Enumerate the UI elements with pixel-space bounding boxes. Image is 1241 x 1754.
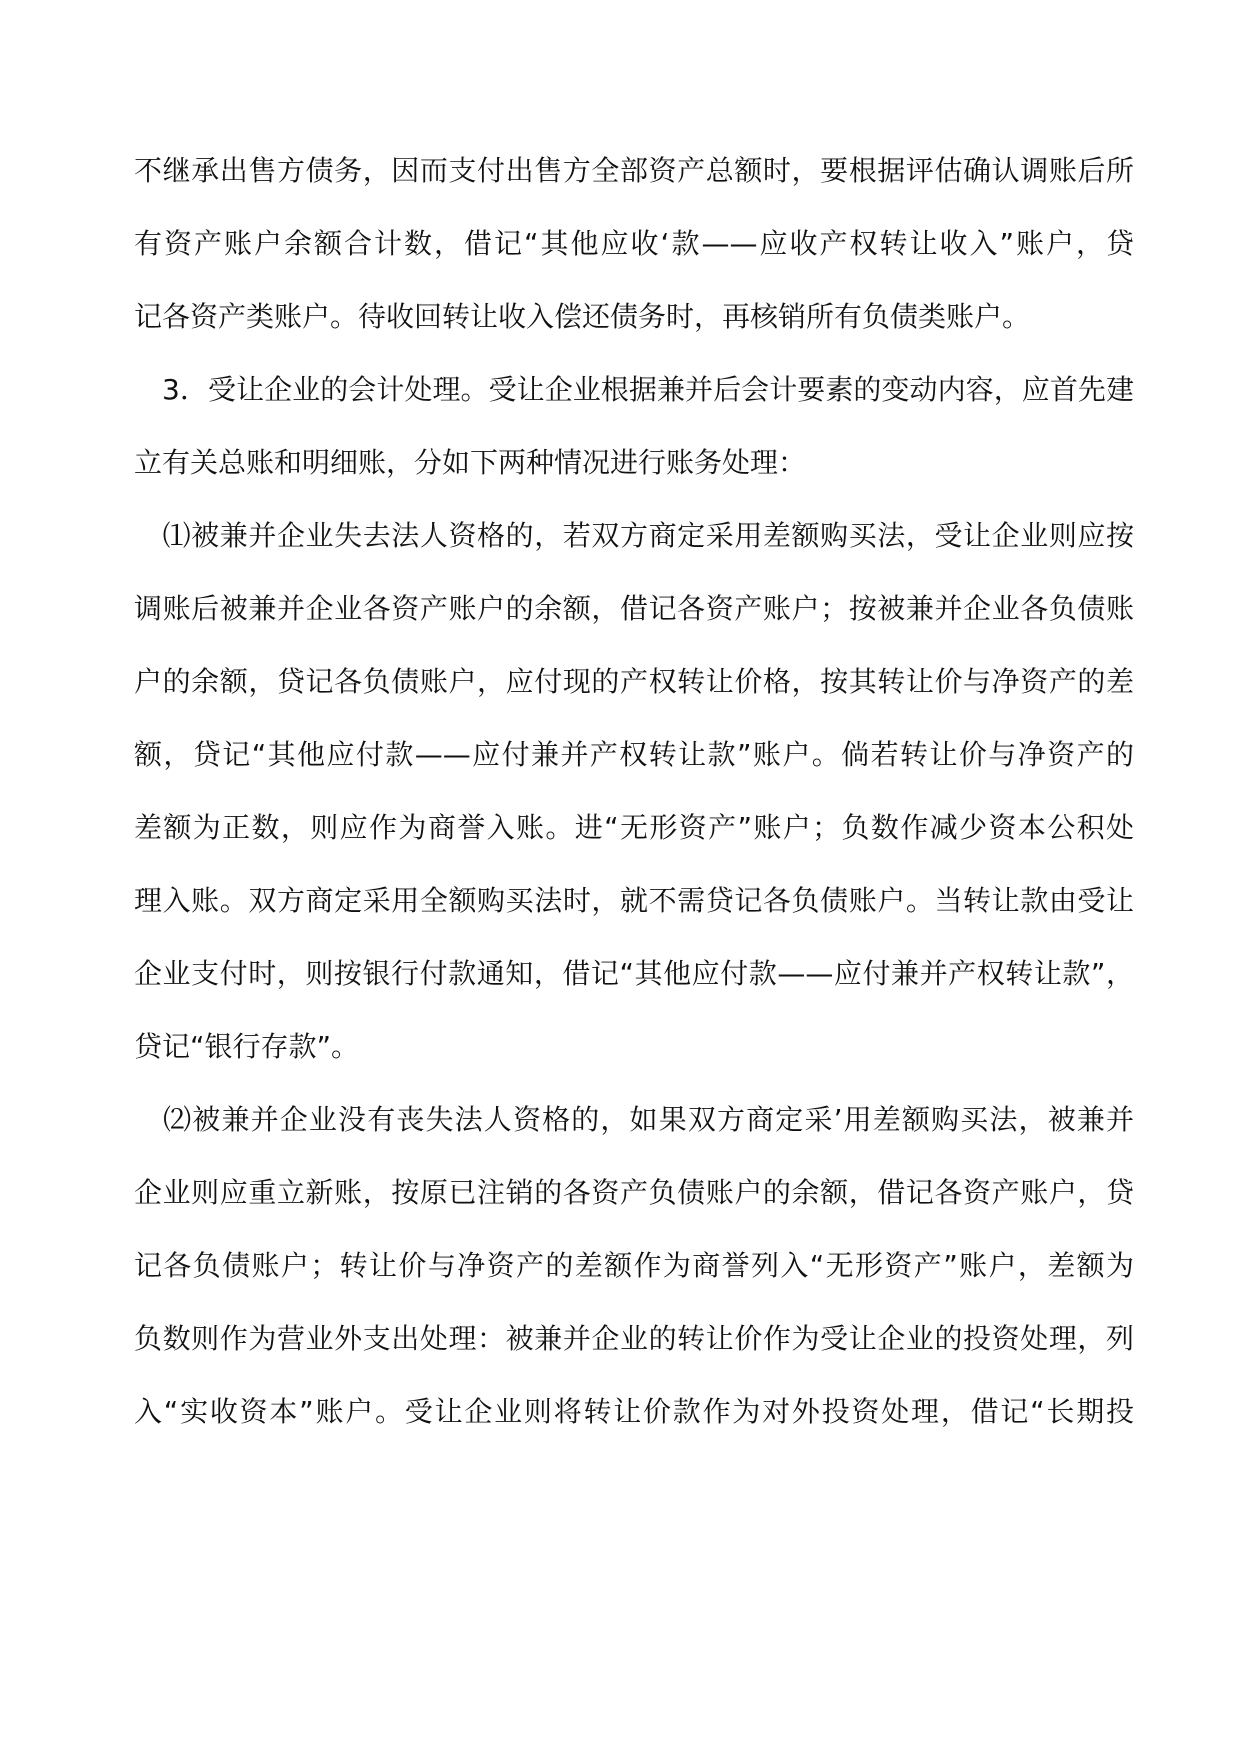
text-line: ⑵被兼并企业没有丧失法人资格的，如果双方商定采’用差额购买法，被兼并	[134, 1103, 1134, 1136]
text-line: 不继承出售方债务，因而支付出售方全部资产总额时，要根据评估确认调账后所	[134, 154, 1134, 187]
text-line: 有资产账户余额合计数，借记“其他应收‘款——应收产权转让收入”账户，贷	[134, 227, 1134, 260]
text-line: 负数则作为营业外支出处理：被兼并企业的转让价作为受让企业的投资处理，列	[134, 1322, 1134, 1355]
text-line: 3．受让企业的会计处理。受让企业根据兼并后会计要素的变动内容，应首先建	[134, 373, 1134, 406]
text-line: 调账后被兼并企业各资产账户的余额，借记各资产账户；按被兼并企业各负债账	[134, 592, 1134, 625]
text-line: 记各资产类账户。待收回转让收入偿还债务时，再核销所有负债类账户。	[134, 300, 1031, 333]
text-line: ⑴被兼并企业失去法人资格的，若双方商定采用差额购买法，受让企业则应按	[134, 519, 1134, 552]
text-line: 企业则应重立新账，按原已注销的各资产负债账户的余额，借记各资产账户，贷	[134, 1176, 1134, 1209]
text-line: 理入账。双方商定采用全额购买法时，就不需贷记各负债账户。当转让款由受让	[134, 884, 1134, 917]
text-line: 贷记“银行存款”。	[134, 1030, 360, 1063]
text-line: 户的余额，贷记各负债账户，应付现的产权转让价格，按其转让价与净资产的差	[134, 665, 1134, 698]
text-line: 立有关总账和明细账，分如下两种情况进行账务处理：	[134, 446, 807, 479]
text-line: 额，贷记“其他应付款——应付兼并产权转让款”账户。倘若转让价与净资产的	[134, 738, 1134, 771]
text-line: 差额为正数，则应作为商誉入账。进“无形资产”账户；负数作减少资本公积处	[134, 811, 1134, 844]
text-line: 入“实收资本”账户。受让企业则将转让价款作为对外投资处理，借记“长期投	[134, 1395, 1134, 1428]
text-line: 企业支付时，则按银行付款通知，借记“其他应付款——应付兼并产权转让款”，	[134, 957, 1134, 990]
text-line: 记各负债账户；转让价与净资产的差额作为商誉列入“无形资产”账户，差额为	[134, 1249, 1134, 1282]
